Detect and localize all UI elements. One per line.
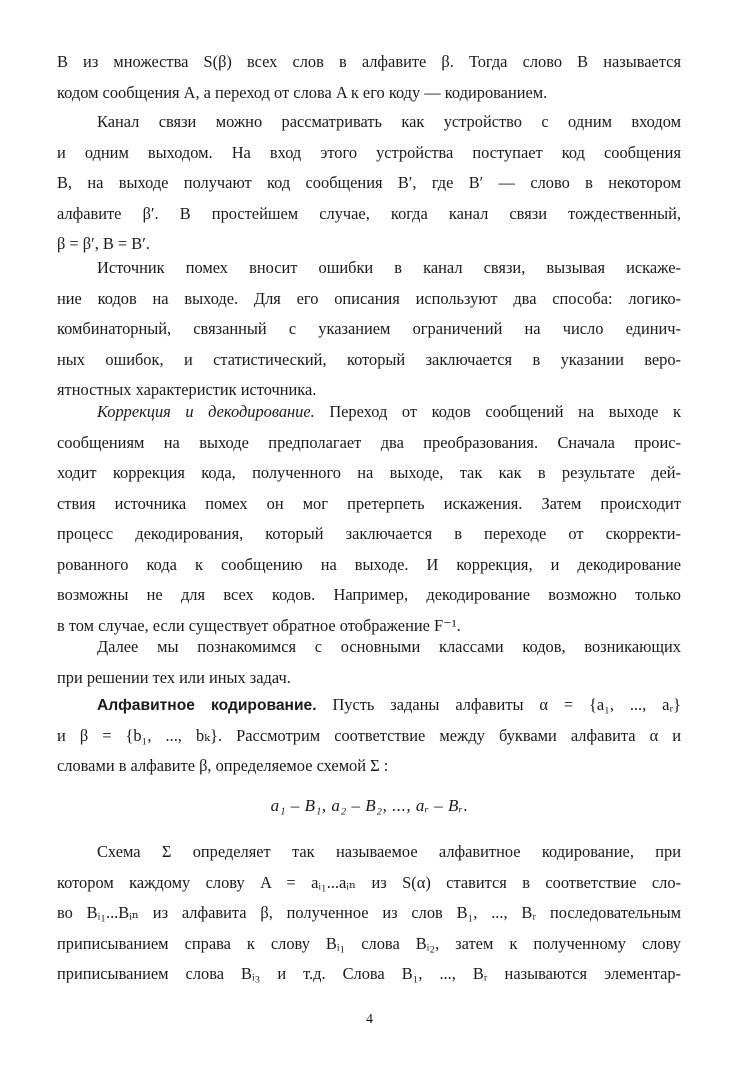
text-line: кодом сообщения A, а переход от слова A к его коду — кодированием. (57, 82, 548, 102)
paragraph-2 (57, 107, 681, 260)
text-line: комбинаторный, связанный с указанием ограничений на число единич- (57, 319, 681, 338)
paragraph-lead-italic: Коррекция и декодирование. (97, 402, 315, 421)
paragraph-7 (57, 837, 681, 990)
text-line: ных ошибок, и статистический, который заключается в указании веро- (57, 349, 681, 369)
text-line: котором каждому слову A = aᵢ₁...aᵢₙ из S(α) ставится в соответствие сло- (57, 872, 681, 892)
paragraph-6 (57, 690, 681, 782)
text-line: алфавите β′. В простейшем случае, когда канал связи тождественный, (57, 203, 681, 223)
text-line: B из множества S(β) всех слов в алфавите β. Тогда слово B называется (57, 52, 681, 71)
text-line: и одним выходом. На вход этого устройства поступает код сообщения (57, 142, 681, 162)
paragraph-5 (57, 632, 681, 693)
text-line: ствия источника помех он мог претерпеть искажения. Затем происходит (57, 493, 681, 513)
text-line: в том случае, если существует обратное отображение F⁻¹. (57, 615, 461, 635)
formula-scheme: a₁ – B₁, a₂ – B₂, ..., aᵣ – Bᵣ. (270, 796, 469, 815)
text-fragment: Пусть заданы алфавиты α = {a₁, ..., aᵣ} (316, 695, 682, 714)
text-line (57, 690, 681, 721)
text-line: словами в алфавите β, определяемое схемой Σ : (57, 756, 389, 775)
text-line: β = β′, B = B′. (57, 234, 150, 253)
text-line: B, на выходе получают код сообщения B′, где B′ — слово в некотором (57, 173, 681, 192)
text-line: процесс декодирования, который заключается в переходе от скорректи- (57, 524, 681, 543)
paragraph-1 (57, 47, 681, 108)
text-line: приписыванием слова Bᵢ₃ и т.д. Слова B₁, ..., Bᵣ называются элементар- (57, 964, 681, 983)
text-line: ходит коррекция кода, полученного на выходе, так как в результате дей- (57, 463, 681, 482)
text-line: приписыванием справа к слову Bᵢ₁ слова Bᵢ₂, затем к полученному слову (57, 933, 681, 953)
text-line: при решении тех или иных задач. (57, 667, 291, 687)
text-line: ние кодов на выходе. Для его описания используют два способа: логико- (57, 288, 681, 308)
text-line: Канал связи можно рассматривать как устройство с одним входом (97, 112, 681, 131)
text-line: Источник помех вносит ошибки в канал связи, вызывая искаже- (97, 258, 681, 277)
text-line: и β = {b₁, ..., bₖ}. Рассмотрим соответствие между буквами алфавита α и (57, 725, 681, 745)
text-line: рованного кода к сообщению на выходе. И коррекция, и декодирование (57, 554, 681, 574)
paragraph-3 (57, 253, 681, 406)
page-number: 4 (366, 1012, 373, 1027)
text-line: Далее мы познакомимся с основными классами кодов, возникающих (97, 637, 681, 656)
text-line: Схема Σ определяет так называемое алфавитное кодирование, при (97, 842, 681, 861)
paragraph-4 (57, 397, 681, 641)
text-line: сообщениям на выходе предполагает два преобразования. Сначала проис- (57, 432, 681, 452)
paragraph-lead-bold: Алфавитное кодирование. (97, 697, 317, 714)
text-line: возможны не для всех кодов. Например, декодирование возможно только (57, 585, 681, 604)
text-fragment: Переход от кодов сообщений на выходе к (314, 402, 681, 421)
text-line: ятностных характеристик источника. (57, 380, 317, 399)
text-line: во Bᵢ₁...Bᵢₙ из алфавита β, полученное из слов B₁, ..., Bᵣ последовательным (57, 903, 681, 922)
text-line (57, 397, 681, 428)
